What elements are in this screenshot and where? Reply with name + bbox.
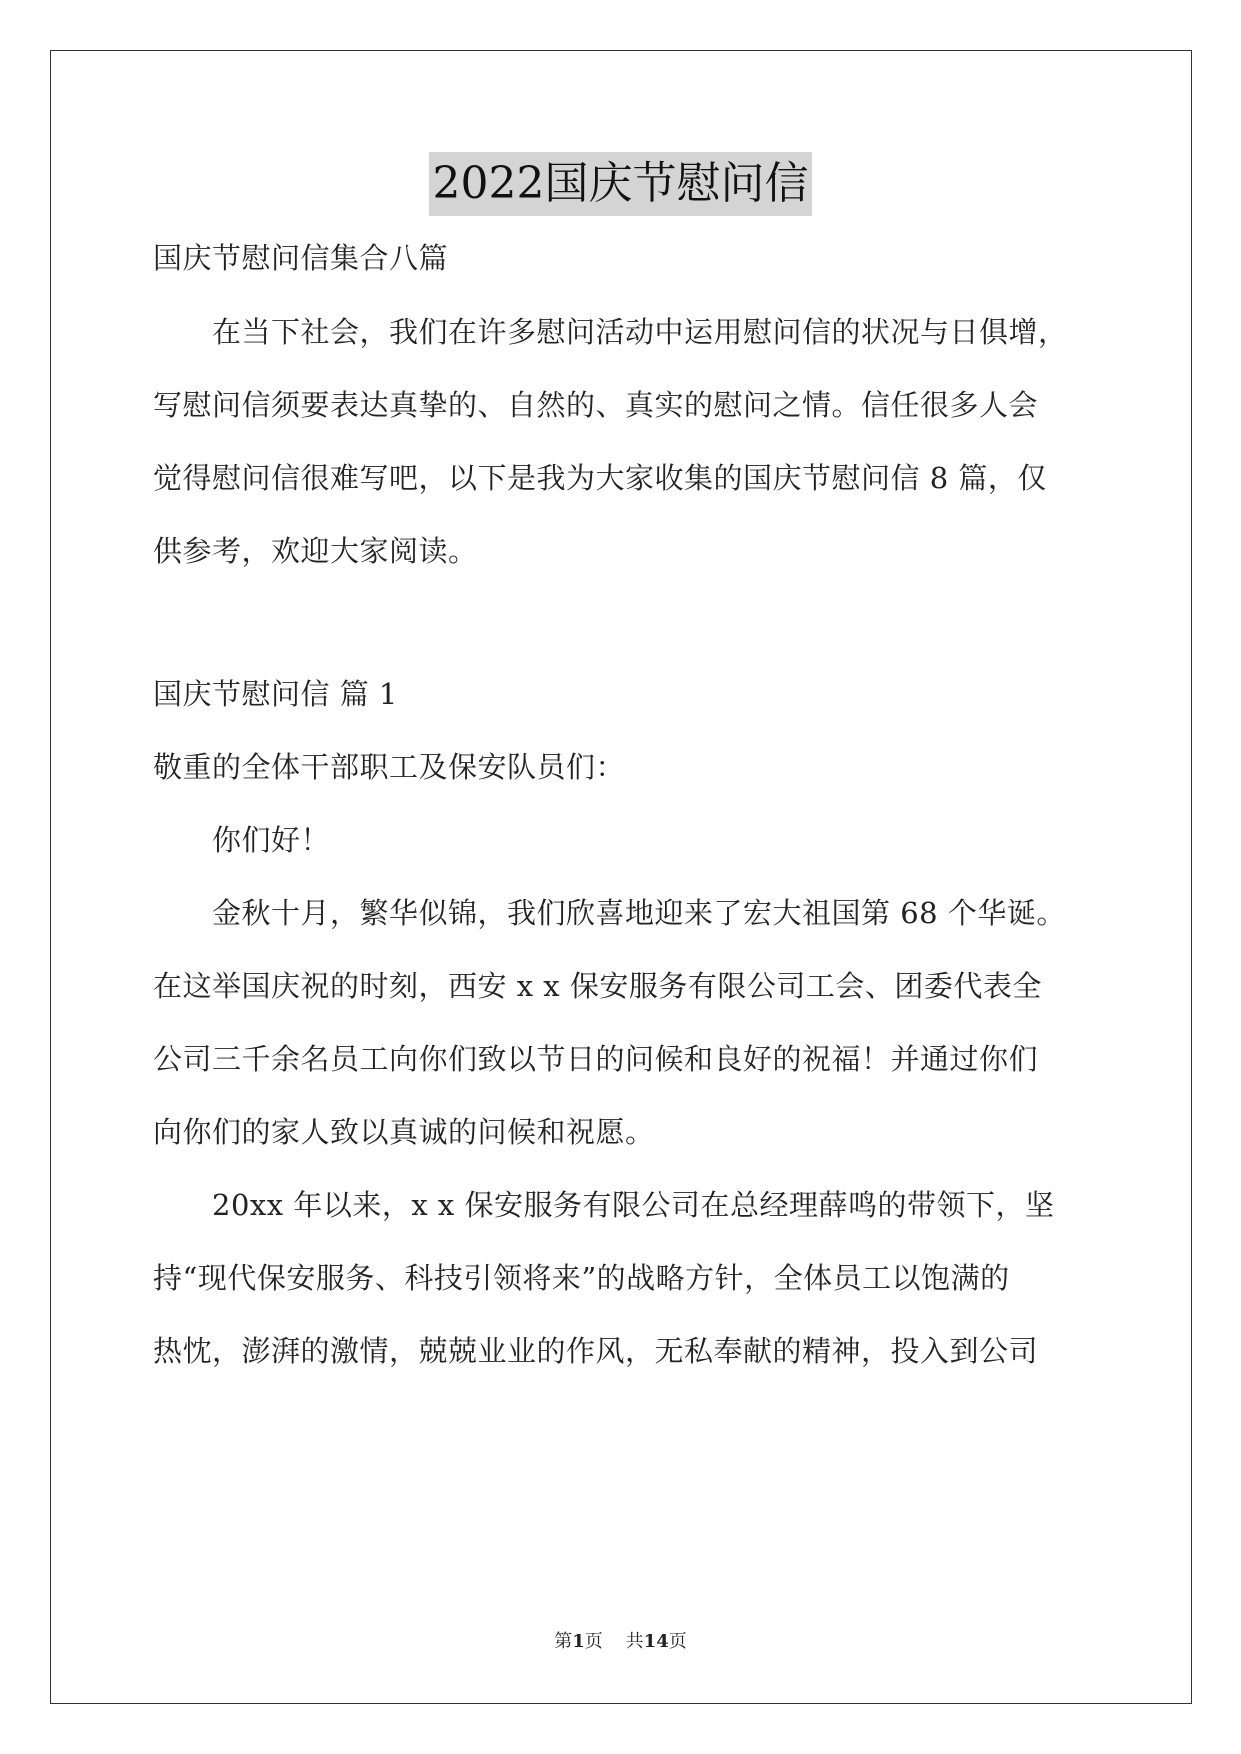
body-line-5: 20xx 年以来，x x 保安服务有限公司在总经理薛鸣的带领下，坚 xyxy=(212,1188,1055,1222)
footer-prefix: 第 xyxy=(554,1631,573,1652)
footer-page-number: 1 xyxy=(572,1631,585,1652)
body-line-3: 公司三千余名员工向你们致以节日的问候和良好的祝福！并通过你们 xyxy=(153,1042,1039,1076)
section-heading: 国庆节慰问信 篇 1 xyxy=(153,677,398,711)
body-line-6: 持“现代保安服务、科技引领将来”的战略方针，全体员工以饱满的 xyxy=(153,1261,1010,1295)
salutation: 敬重的全体干部职工及保安队员们： xyxy=(153,750,626,784)
intro-line-1: 在当下社会，我们在许多慰问活动中运用慰问信的状况与日俱增， xyxy=(212,315,1068,349)
document-title: 2022国庆节慰问信 xyxy=(429,152,813,216)
body-line-1: 金秋十月，繁华似锦，我们欣喜地迎来了宏大祖国第 68 个华诞。 xyxy=(212,896,1066,930)
footer-suffix: 页 xyxy=(668,1631,687,1652)
body-line-4: 向你们的家人致以真诚的问候和祝愿。 xyxy=(153,1115,655,1149)
title-container xyxy=(0,152,1241,216)
intro-line-3: 觉得慰问信很难写吧，以下是我为大家收集的国庆节慰问信 8 篇，仅 xyxy=(153,461,1047,495)
page-border xyxy=(50,50,1192,1704)
page-footer xyxy=(0,1630,1241,1654)
body-line-2: 在这举国庆祝的时刻，西安 x x 保安服务有限公司工会、团委代表全 xyxy=(153,969,1042,1003)
intro-line-2: 写慰问信须要表达真挚的、自然的、真实的慰问之情。信任很多人会 xyxy=(153,388,1039,422)
body-line-7: 热忱，澎湃的激情，兢兢业业的作风，无私奉献的精神，投入到公司 xyxy=(153,1334,1039,1368)
document-subtitle: 国庆节慰问信集合八篇 xyxy=(153,241,449,275)
footer-middle: 页 共 xyxy=(584,1631,644,1652)
greeting: 你们好！ xyxy=(212,823,331,857)
intro-line-4: 供参考，欢迎大家阅读。 xyxy=(153,534,478,568)
footer-total-pages: 14 xyxy=(643,1631,669,1652)
